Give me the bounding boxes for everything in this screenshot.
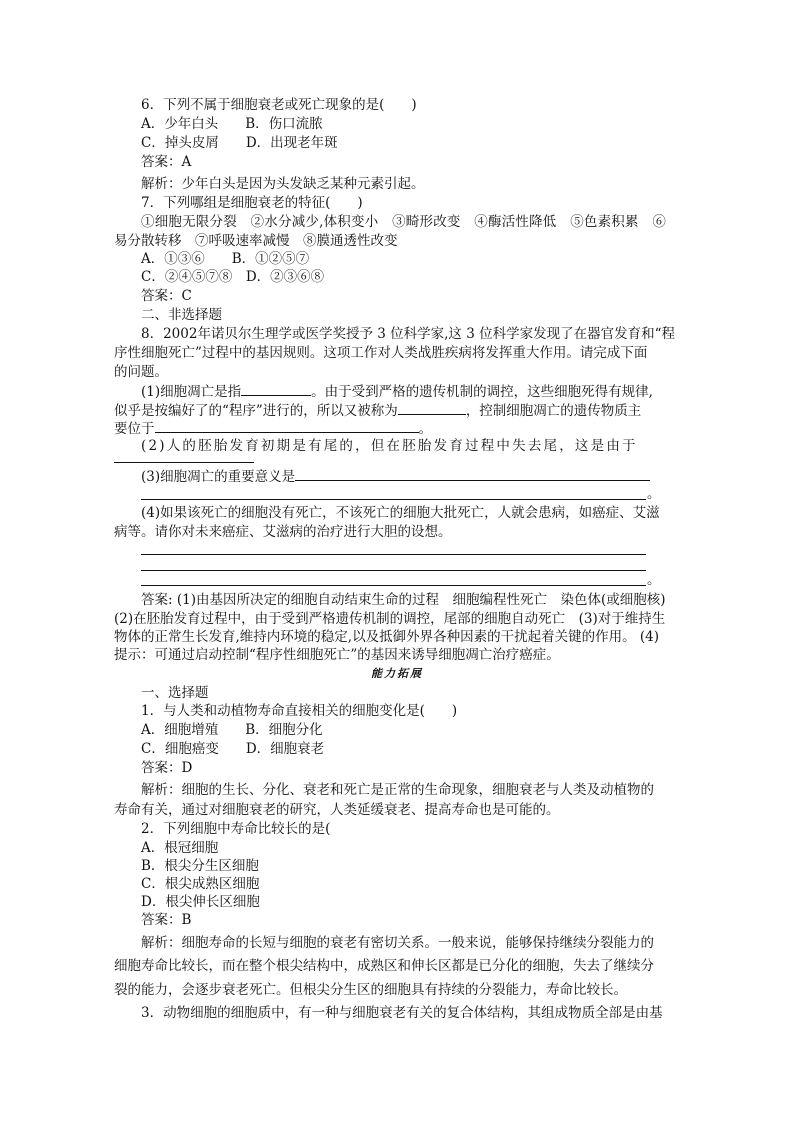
q8-part3-line1 (141, 466, 650, 487)
q6-analysis: 解析：少年白头是因为头发缺乏某种元素引起。 (141, 176, 425, 192)
answer-blank[interactable] (114, 462, 254, 463)
b1-options-ab: A．细胞增殖 B．细胞分化 (141, 722, 323, 738)
q8-answer-line4: 提示：可通过启动控制“程序性细胞死亡”的基因来诱导细胞凋亡治疗癌症。 (114, 647, 560, 663)
q7-line2: 易分散转移 ⑦呼吸速率减慢 ⑧膜通透性改变 (114, 233, 398, 249)
answer-blank[interactable] (141, 570, 646, 571)
q8-part1-end: 。 (418, 421, 432, 437)
q8-part1-line3 (114, 418, 432, 439)
b2-option-b: B．根尖分生区细胞 (141, 858, 259, 874)
q8-part1-text3: ，控制细胞凋亡的遗传物质主 (465, 403, 642, 419)
q7-answer: 答案：C (141, 288, 192, 304)
q8-part1-text2: 似乎是按编好了的“程序”进行的，所以又被称为 (114, 403, 398, 419)
q7-stem: 7．下列哪组是细胞衰老的特征( ) (141, 195, 363, 211)
b1-stem: 1．与人类和动植物寿命直接相关的细胞变化是( ) (141, 703, 458, 719)
q7-line1: ①细胞无限分裂 ②水分减少,体积变小 ③畸形改变 ④酶活性降低 ⑤色素积累 ⑥ (141, 214, 667, 230)
q8-part1-text4: 要位于 (114, 421, 155, 437)
section-heading-choice: 一、选择题 (141, 685, 209, 701)
q8-answer-line2: (2)在胚胎发育过程中，由于受到严格遗传机制的调控，尾部的细胞自动死亡 (3)对于维持生 (114, 611, 666, 627)
b1-options-cd: C．细胞癌变 D．细胞衰老 (141, 741, 325, 757)
b1-analysis-line2: 寿命有关，通过对细胞衰老的研究，人类延缓衰老、提高寿命也是可能的。 (114, 802, 560, 818)
answer-blank[interactable] (398, 400, 466, 415)
q6-stem: 6．下列不属于细胞衰老或死亡现象的是( ) (141, 97, 417, 113)
b2-option-a: A．根冠细胞 (141, 840, 219, 856)
answer-blank[interactable] (141, 554, 646, 555)
b2-analysis-line2: 细胞寿命比较长，而在整个根尖结构中，成熟区和伸长区都是已分化的细胞，失去了继续分 (114, 958, 654, 974)
q8-part4-line1: (4)如果该死亡的细胞没有死亡，不该死亡的细胞大批死亡，人就会患病，如癌症、艾滋 (141, 505, 660, 521)
q6-options-cd: C．掉头皮屑 D．出现老年斑 (141, 135, 338, 151)
b2-stem: 2．下列细胞中寿命比较长的是( (141, 821, 331, 837)
q8-answer-line1: 答案: (1)由基因所决定的细胞自动结束生命的过程 细胞编程性死亡 染色体(或细胞核) (141, 592, 666, 608)
answer-blank[interactable] (141, 499, 646, 500)
b2-analysis-line1: 解析：细胞寿命的长短与细胞的衰老有密切关系。一般来说，能够保持继续分裂能力的 (141, 935, 654, 951)
q8-line3: 的问题。 (114, 364, 168, 380)
answer-blank[interactable] (155, 418, 419, 433)
b2-answer: 答案：B (141, 912, 192, 928)
section-title: 能力拓展 (371, 667, 423, 680)
q8-part1-prefix: (1)细胞凋亡是指 (141, 384, 242, 400)
q8-line2: 序性细胞死亡”过程中的基因规则。这项工作对人类战胜疾病将发挥重大作用。请完成下面 (114, 345, 648, 361)
answer-blank[interactable] (241, 381, 311, 396)
q7-options-cd: C．②④⑤⑦⑧ D．②③⑥⑧ (141, 269, 325, 285)
b1-analysis-line1: 解析：细胞的生长、分化、衰老和死亡是正常的生命现象，细胞衰老与人类及动植物的 (141, 782, 654, 798)
answer-blank[interactable] (141, 585, 646, 586)
b2-option-d: D．根尖伸长区细胞 (141, 894, 260, 910)
b1-answer: 答案：D (141, 760, 193, 776)
q8-part3-end: 。 (647, 486, 661, 502)
b2-option-c: C．根尖成熟区细胞 (141, 876, 260, 892)
q8-part4-line2: 病等。请你对未来癌症、艾滋病的治疗进行大胆的设想。 (114, 524, 452, 540)
q8-part2-line1: (2)人的胚胎发育初期是有尾的，但在胚胎发育过程中失去尾，这是由于 (141, 438, 638, 454)
q8-part3-prefix: (3)细胞凋亡的重要意义是 (141, 469, 296, 485)
q8-part1-suffix: 。由于受到严格的遗传机制的调控，这些细胞死得有规律, (311, 384, 653, 400)
q8-answer-line3: 物体的正常生长发育,维持内环境的稳定,以及抵御外界各种因素的干扰起着关键的作用。 (4) (114, 629, 659, 645)
q7-options-ab: A．①③⑥ B．①②⑤⑦ (141, 251, 310, 267)
q8-line1: 8．2002年诺贝尔生理学或医学奖授予 3 位科学家,这 3 位科学家发现了在器官发育和“程 (141, 326, 675, 342)
q6-options-ab: A．少年白头 B．伤口流脓 (141, 116, 323, 132)
b3-stem: 3．动物细胞的细胞质中，有一种与细胞衰老有关的复合体结构，其组成物质全部是由基 (141, 1005, 663, 1021)
q8-part4-end: 。 (647, 572, 661, 588)
answer-blank[interactable] (295, 466, 650, 481)
section-heading-nonchoice: 二、非选择题 (141, 307, 222, 323)
q8-part1-line1 (141, 381, 653, 402)
q6-answer: 答案：A (141, 154, 192, 170)
b2-analysis-line3: 裂的能力，会逐步衰老死亡。但根尖分生区的细胞具有持续的分裂能力，寿命比较长。 (114, 982, 627, 998)
